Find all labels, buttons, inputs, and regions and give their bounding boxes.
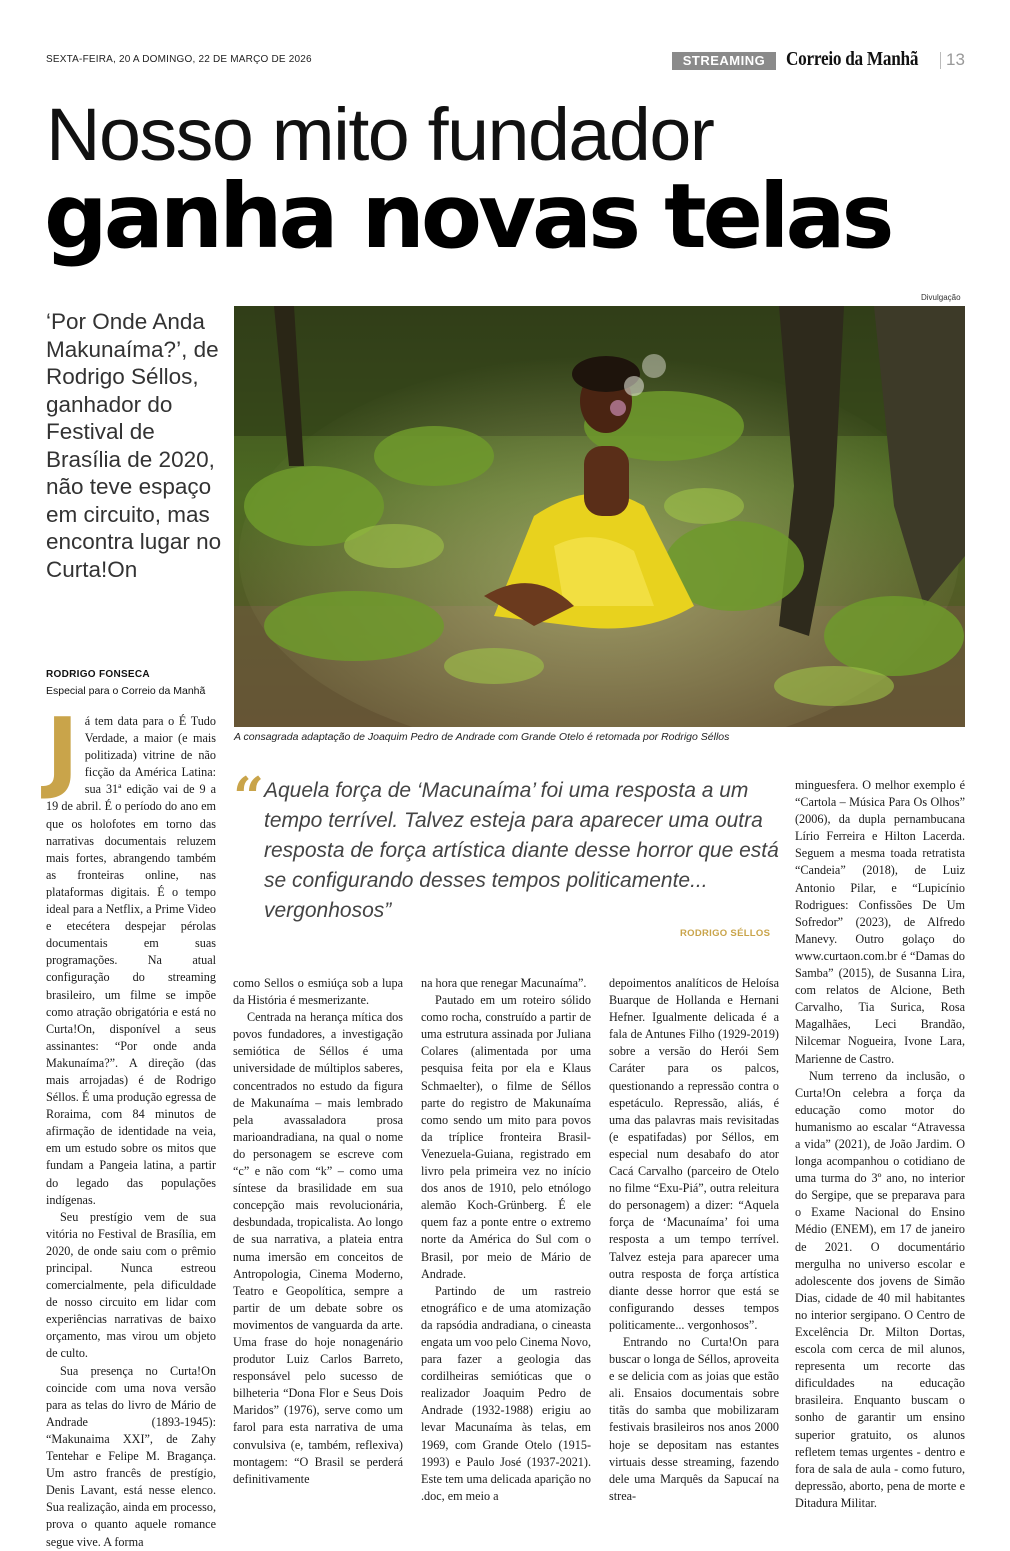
headline-line2: ganha novas telas — [44, 164, 891, 268]
drop-cap: J — [46, 699, 79, 802]
pull-quote: Aquela força de ‘Macunaíma’ foi uma resposta a um tempo terrível. Talvez esteja para aparecer uma outra resposta de força artística diante desse horror que está se configurando desses tempos politicamente... vergonhosos” — [264, 779, 779, 922]
article-photo — [234, 306, 965, 727]
headline-line1: Nosso mito fundador — [46, 93, 714, 176]
pull-quote-author: RODRIGO SÉLLOS — [680, 928, 771, 939]
paragraph: Num terreno da inclusão, o Curta!On celebra a força da educação como motor do humanismo ao escalar “Atravessa a vida” (2021), de João Jardim. O longa acompanhou o cotidiano de uma turma do 3º ano, no interior do Sergipe, que se preparava para o Exame Nacional do Ensino Médio (ENEM), em 17 de janeiro de 2021. O documentário mergulha no universo escolar e adolescente dos jovens de Simão Dias, cidade de 40 mil habitantes no interior sergipano. O Centro de Excelência Dr. Milton Dortas, escola com cerca de mil alunos, representa um recorte das dificuldades na educação brasileira. Enquanto buscam o sonho de garantir um ensino superior gratuito, os alunos refletem temas urgentes - dentro e fora de sala de aula - como futuro, depressão, aborto, pena de morte e Ditadura Militar. — [795, 1068, 965, 1510]
article-column-5 — [795, 777, 965, 1512]
paragraph: Partindo de um rastreio etnográfico e de uma atomização da rapsódia andradiana, o cineasta engata um voo pelo Cinema Novo, para fazer a geologia das cordilheiras semióticas que o realizador Joaquim Pedro de Andrade (1932-1988) erigiu ao levar Macunaíma às telas, em 1969, com Grande Otelo (1915-1993) e Paulo José (1937-2021). Este tem uma delicada aparição no .doc, em meio a — [421, 1283, 591, 1503]
paragraph: depoimentos analíticos de Heloísa Buarque de Hollanda e Hernani Hefner. Igualmente delicada é a fala de Antunes Filho (1929-2019) sobre a versão do Herói Sem Caráter para os palcos, questionando a repressão contra o espetáculo. Repressão, aliás, é uma das palavras mais revisitadas (e espatifadas) por Séllos, em especial num desabafo do ator Cacá Carvalho (parceiro de Otelo no filme “Exu-Piá”, outra releitura do personagem) a dizer: “Aquela força de ‘Macunaíma’ foi uma resposta a um tempo terrível. Talvez esteja para aparecer uma outra resposta de força artística diante desse horror que está se configurando desses tempos politicamente... vergonhosos”. — [609, 976, 779, 1332]
article-column-4 — [609, 975, 779, 1505]
paragraph: Pautado em um roteiro sólido como rocha, construído a partir de uma estrutura assinada por Juliana Colares (alimentada por uma pesquisa feita por ela e Klaus Schmaelter), o filme de Séllos parte do registro de Makunaíma como sendo um mito para povos da tríplice fronteira Brasil-Venezuela-Guiana, registrado em livro pela primeira vez no início dos anos de 1910, pelo etnólogo alemão Koch-Grünberg. É ele quem faz a ponte entre o extremo norte da América do Sul com o Brasil, por meio de Mário de Andrade. — [421, 993, 591, 1281]
paragraph: Centrada na herança mítica dos povos fundadores, a investigação semiótica de Séllos é uma universidade de múltiplos saberes, concentrados no estudo da figura de Makunaíma – mais lembrado pela avassaladora prosa marioandradiana, na qual o nome do personagem se escreve com “c” e não com “k” – como uma síntese da brasilidade em sua concepção mais revolucionária, desbundada, tropicalista. Ao longo de sua narrativa, a plateia entra numa imersão em conceitos de Antropologia, Cinema Moderno, Teatro e Geopolítica, sempre a partir de um debate sobre os movimentos de vanguarda da arte. Uma frase do hoje nonagenário produtor Luiz Carlos Barreto, responsável pelo sucesso de bilheteria “Dona Flor e Seus Dois Maridos” (1976), serve como um farol para esta narrativa de uma convulsiva (e, também, reflexiva) montagem: “O Brasil se perderá definitivamente — [233, 1010, 403, 1486]
article-column-1 — [46, 699, 216, 1551]
article-column-2 — [233, 975, 403, 1488]
quote-mark-icon: “ — [233, 765, 265, 829]
paragraph: minguesfera. O melhor exemplo é “Cartola – Música Para Os Olhos” (2006), da dupla pernambucana Lírio Ferreira e Hilton Lacerda. Seguem a mesma toada retratista “Candeia” (2018), de Luiz Antonio Pilar, e “Lupicínio Rodrigues: Confissões De Um Sofredor” (2023), de Alfredo Manevy. Outro golaço do www.curtaon.com.br é “Damas do Samba” (2015), de Susanna Lira, com relatos de Alcione, Beth Carvalho, Tia Surica, Rosa Magalhães, Leci Brandão, Nilcemar Nogueira, Ivone Lara, Marienne de Castro. — [795, 778, 965, 1066]
paragraph: Entrando no Curta!On para buscar o longa de Séllos, aproveita e se delicia com as joias que estão ali. Ensaios documentais sobre titãs do samba que mobilizaram festivais brasileiros nos anos 2000 hoje se depositam nas estantes virtuais desse streaming, fazendo dele uma Marquês da Sapucaí na strea- — [609, 1334, 779, 1503]
section-tag: STREAMING — [672, 52, 776, 70]
forest-scene-image — [234, 306, 965, 727]
paragraph: na hora que renegar Macunaíma”. — [421, 976, 587, 990]
edition-date: SEXTA-FEIRA, 20 A DOMINGO, 22 DE MARÇO DE 2026 — [46, 54, 312, 65]
photo-credit: Divulgação — [921, 293, 961, 302]
paragraph: á tem data para o É Tudo Verdade, a maior (e mais politizada) vitrine de não ficção da América Latina: sua 31ª edição vai de 9 a 19 de abril. É o período do ano em que os holofotes em torno das narrativas documentais reluzem mais fortes, abrangendo também as fronteiras online, nas plataformas digitais. É o tempo ideal para a Netflix, a Prime Video e etecétera despejar pérolas documentais em suas programações. Na atual configuração do streaming brasileiro, um filme se impõe como atração obrigatória e está no Curta!On, disponível a seus assinantes: “Por onde anda Makunaíma?”. A direção (das mais arrojadas) é de Rodrigo Séllos. É uma produção egressa de Roraima, com 84 minutos de afirmação de identidade na veia, em um estudo sobre os mitos que fundam a Pangeia latina, a partir do legado das populações indígenas. — [46, 714, 216, 1207]
article-column-3 — [421, 975, 591, 1505]
paragraph: como Sellos o esmiúça sob a lupa da História é mesmerizante. — [233, 976, 403, 1008]
paragraph: Sua presença no Curta!On coincide com uma nova versão para as telas do livro de Mário de Andrade (1893-1945): “Makunaima XXI”, de Zahy Tentehar e Felipe M. Bragança. Um astro francês de prestígio, Denis Lavant, está nesse elenco. Sua realização, ainda em processo, prova o quanto aquele romance segue vive. A forma — [46, 1363, 216, 1549]
byline-name: RODRIGO FONSECA — [46, 669, 150, 680]
page-divider — [940, 52, 941, 69]
newspaper-name: Correio da Manhã — [786, 48, 919, 70]
byline-role: Especial para o Correio da Manhã — [46, 685, 206, 697]
paragraph: Seu prestígio vem de sua vitória no Festival de Brasília, em 2020, de onde saiu com o prêmio principal. Nunca estreou comercialmente, pela dificuldade de nosso circuito em lidar com experiências narrativas de baixo orçamento, mas virou um objeto de culto. — [46, 1209, 216, 1361]
article-deck: ‘Por Onde Anda Makunaíma?’, de Rodrigo Séllos, ganhador do Festival de Brasília de 2020, não teve espaço em circuito, mas encontra lugar no Curta!On — [46, 309, 222, 582]
page-number: 13 — [946, 50, 965, 69]
photo-caption: A consagrada adaptação de Joaquim Pedro de Andrade com Grande Otelo é retomada por Rodrigo Séllos — [234, 731, 730, 743]
